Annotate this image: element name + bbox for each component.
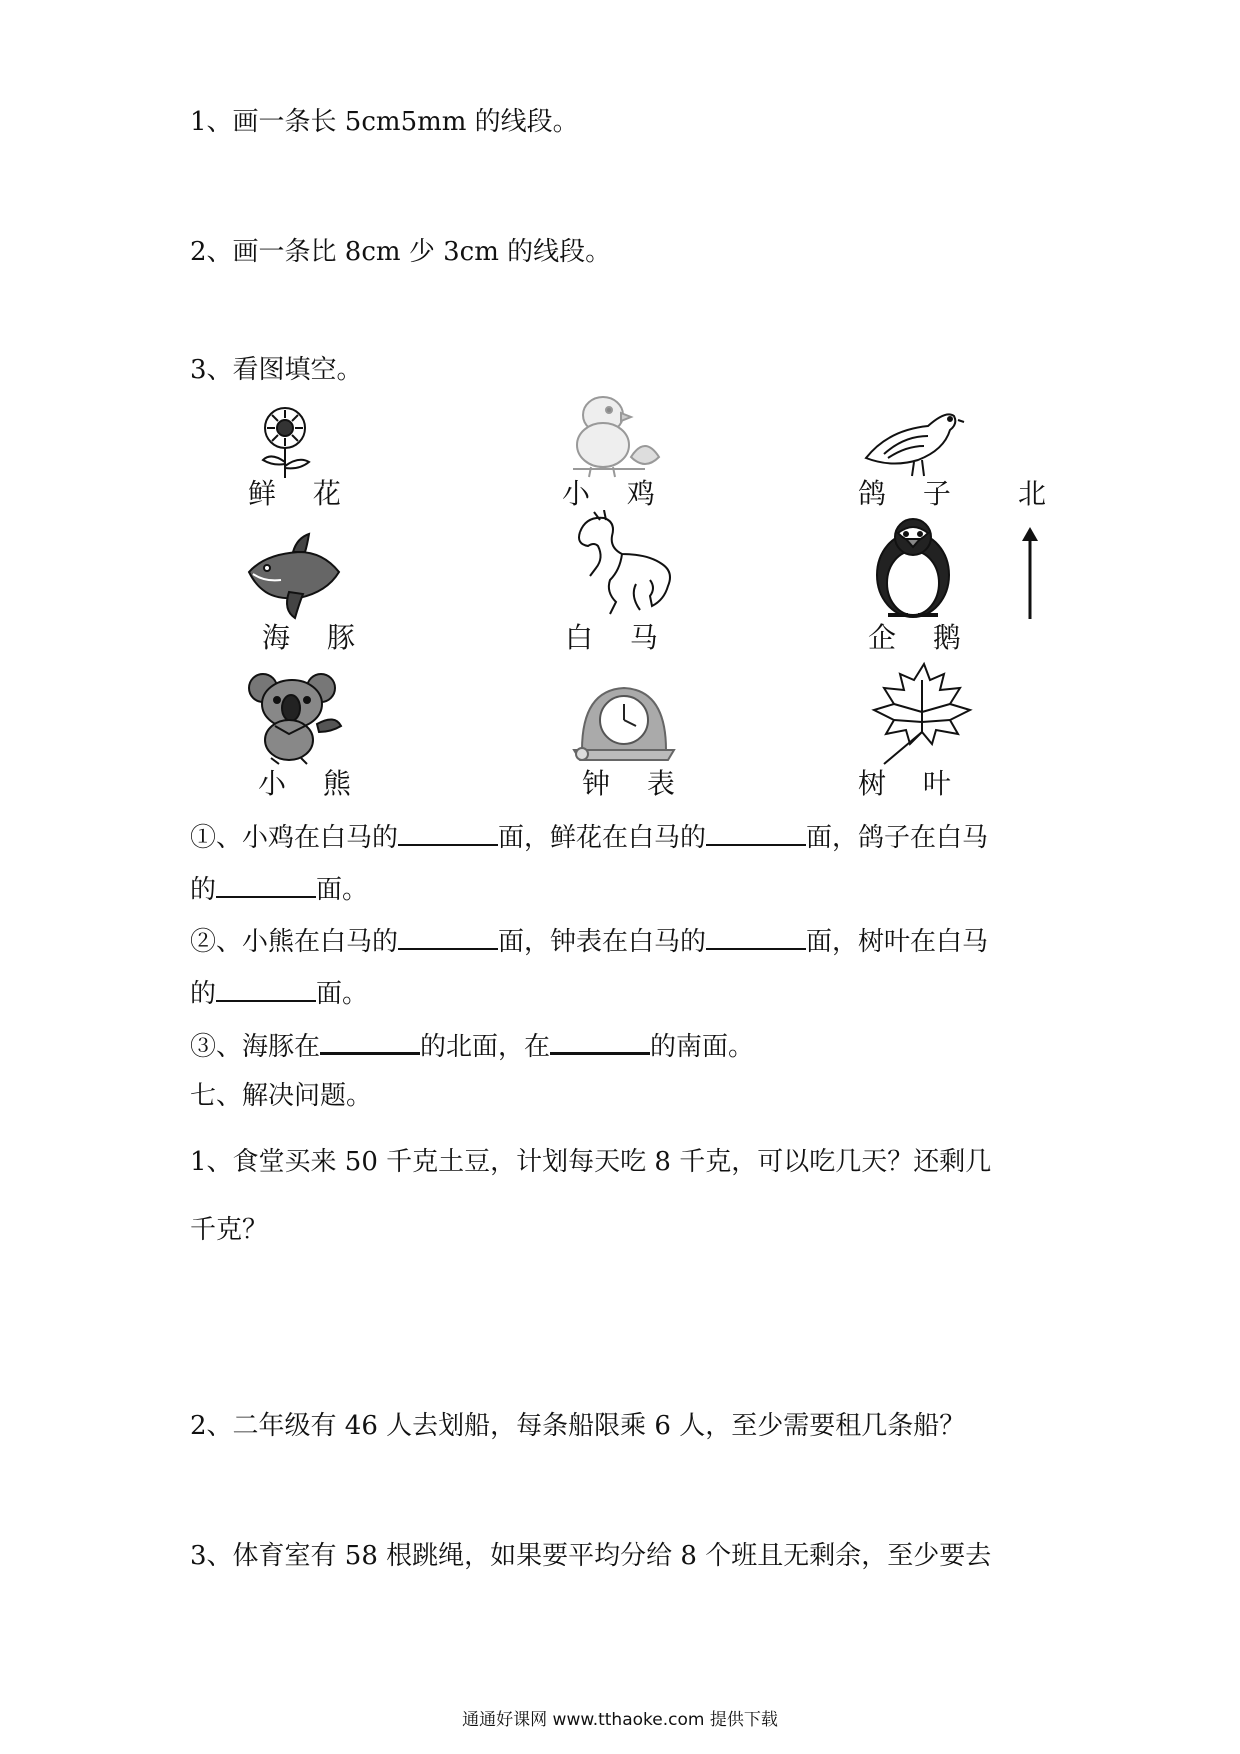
fill-text: 面。 [316, 875, 369, 905]
answer-blank[interactable] [398, 924, 498, 950]
fill-text: 的 [190, 875, 217, 905]
fill-text: ②、小熊在白马的 [190, 927, 399, 957]
label-dolphin: 海 豚 [262, 621, 369, 654]
pigeon-icon [858, 390, 968, 480]
footer-credit: 通通好课网 www.tthaoke.com 提供下载 [462, 1710, 778, 1730]
problem-2: 2、二年级有 46 人去划船，每条船限乘 6 人，至少需要租几条船？ [190, 1411, 966, 1441]
fill-line-3 [190, 924, 988, 958]
north-arrow-icon [1018, 525, 1042, 620]
question-3: 3、看图填空。 [190, 355, 363, 385]
fill-line-2 [190, 872, 368, 906]
answer-blank[interactable] [216, 872, 316, 898]
fill-line-4 [190, 976, 368, 1010]
penguin-icon [868, 515, 958, 620]
section-7-heading: 七、解决问题。 [190, 1081, 373, 1111]
fill-text: ③、海豚在 [190, 1032, 321, 1062]
clock-icon [568, 680, 678, 765]
label-flower: 鲜 花 [248, 477, 355, 510]
chick-icon [555, 385, 670, 480]
label-horse: 白 马 [565, 621, 672, 654]
fill-text: 面。 [316, 979, 369, 1009]
answer-blank[interactable] [398, 820, 498, 846]
dolphin-icon [245, 530, 345, 620]
label-clock: 钟 表 [582, 767, 689, 800]
label-chick: 小 鸡 [562, 477, 669, 510]
label-pigeon: 鸽 子 [858, 477, 965, 510]
answer-blank[interactable] [216, 976, 316, 1002]
north-label: 北 [1018, 477, 1047, 510]
label-penguin: 企 鹅 [868, 621, 975, 654]
flower-icon [245, 400, 325, 480]
question-2: 2、画一条比 8cm 少 3cm 的线段。 [190, 237, 612, 267]
question-1: 1、画一条长 5cm5mm 的线段。 [190, 107, 579, 137]
label-bear: 小 熊 [258, 767, 365, 800]
fill-text: ①、小鸡在白马的 [190, 823, 399, 853]
fill-line-5 [190, 1028, 754, 1063]
problem-1-line-1: 1、食堂买来 50 千克土豆，计划每天吃 8 千克，可以吃几天？还剩几 [190, 1147, 992, 1177]
answer-blank[interactable] [320, 1028, 420, 1055]
fill-line-1 [190, 820, 988, 854]
answer-blank[interactable] [550, 1028, 650, 1055]
fill-text: 的南面。 [650, 1032, 755, 1062]
fill-text: 面，鸽子在白马 [806, 823, 989, 853]
label-leaf: 树 叶 [858, 767, 965, 800]
answer-blank[interactable] [706, 820, 806, 846]
problem-3: 3、体育室有 58 根跳绳，如果要平均分给 8 个班且无剩余，至少要去 [190, 1541, 992, 1571]
horse-icon [570, 510, 680, 620]
fill-text: 的北面，在 [420, 1032, 551, 1062]
fill-text: 面，树叶在白马 [806, 927, 989, 957]
fill-text: 面，钟表在白马的 [498, 927, 707, 957]
koala-icon [245, 670, 350, 765]
fill-text: 的 [190, 979, 217, 1009]
problem-1-line-2: 千克？ [190, 1215, 269, 1245]
fill-text: 面，鲜花在白马的 [498, 823, 707, 853]
answer-blank[interactable] [706, 924, 806, 950]
leaf-icon [870, 660, 975, 768]
